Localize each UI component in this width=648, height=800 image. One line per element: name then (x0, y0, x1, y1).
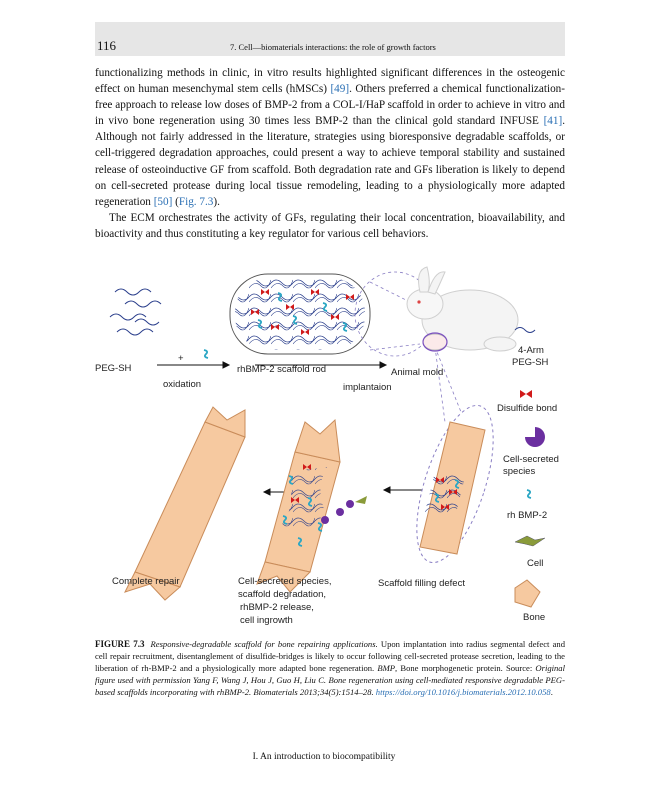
caption-text-1: Upon implantation into radius segmental defect and cell repair recruitment, disentanglement of disulfide-bridges is likely to occur following cell-secreted protease secretion, leading to the liberation of rh-BMP-2 and a physiologically more adapted bone regeneration. (95, 639, 565, 673)
legend-cell-secreted-line1: Cell-secreted (503, 454, 559, 465)
rabbit-illustration (407, 267, 518, 351)
complete-repair-bone (125, 407, 245, 600)
caption-abbr-bmp: BMP (377, 663, 396, 673)
paragraph-2: The ECM orchestrates the activity of GFs, regulating their local concentration, bioavailability, and bioactivity and thus constituting a key regulator for various cell behaviors. (95, 212, 565, 241)
page-footer: I. An introduction to biocompatibility (252, 752, 396, 762)
label-peg-sh: PEG-SH (95, 363, 132, 374)
paragraph-1 (95, 65, 565, 210)
legend-4arm-line2: PEG-SH (512, 357, 549, 368)
label-plus: + (178, 353, 184, 364)
caption-text-2: , Bone morphogenetic protein. Source: (395, 663, 536, 673)
peg-sh-strands (110, 289, 161, 335)
citation-41[interactable]: [41] (543, 115, 563, 128)
p1-text-c: . Although not fairly addressed in the literature, strategies using bioresponsive degradable scaffolds, or cell-triggered degradation approaches, could present a way to achieve temporal stability and sustained release of osteoinductive GF from scaffold. Both degradation rate and GFs liberation is likely to depend on cell-secreted protease during local tissue remodeling, leading to a physiologically more adapted regeneration (95, 115, 565, 208)
label-scaffold-rod: rhBMP-2 scaffold rod (237, 364, 327, 375)
label-step-line2: scaffold degradation, (238, 589, 327, 600)
caption-end: . (550, 687, 553, 697)
legend-rhbmp: rh BMP-2 (507, 510, 548, 521)
healing-bone (257, 420, 367, 592)
citation-49[interactable]: [49] (330, 83, 350, 96)
legend-bone: Bone (523, 612, 546, 623)
figure-7-3 (95, 262, 570, 634)
legend-disulfide: Disulfide bond (497, 403, 558, 414)
legend-cell-secreted-line2: species (503, 466, 536, 477)
label-step-line4: cell ingrowth (240, 615, 293, 626)
figure-reference[interactable]: Fig. 7.3 (178, 195, 214, 208)
p1-text-a: functionalizing methods in clinic, in vitro results highlighted significant differences in the osteogenic effect on human mesenchymal stem cells (hMSCs) (95, 67, 565, 96)
figure-caption (95, 638, 565, 698)
caption-source: Original figure used with permission Yang F, Wang J, Hou J, Guo H, Liu C. Bone regeneration using cell-mediated responsive degradable PEG-based scaffolds incorporating with rhBMP-2. Biomaterials 2013;34(5):1514–28. (95, 663, 565, 697)
caption-doi-link[interactable]: https://doi.org/10.1016/j.biomaterials.2012.10.058 (375, 687, 551, 697)
label-animal-mold: Animal mold (391, 367, 444, 378)
label-oxidation: oxidation (163, 379, 202, 390)
label-step-line1: Cell-secreted species, (238, 576, 332, 587)
running-head: 7. Cell—biomaterials interactions: the role of growth factors (230, 42, 436, 52)
scaffold-rod (230, 274, 370, 354)
citation-50[interactable]: [50] (153, 195, 173, 208)
label-scaffold-filling: Scaffold filling defect (378, 578, 465, 589)
p1-text-b: . Others preferred a chemical functionalization-free approach to release low doses of BMP-2 from a COL-I/HaP scaffold in order to achieve in vitro and in vivo bone regeneration using 30 times less BMP-2 than the clinical gold standard INFUSE (95, 83, 565, 128)
p1-text-e: ). (213, 195, 220, 208)
p1-text-d: ( (172, 195, 179, 208)
legend-4arm-line1: 4-Arm (518, 345, 544, 356)
scaffold-filling-bone (401, 397, 509, 572)
page-number: 116 (97, 38, 117, 53)
legend-cell: Cell (527, 558, 544, 569)
caption-figure-number: FIGURE 7.3 (95, 639, 145, 649)
label-step-line3: rhBMP-2 release, (240, 602, 314, 613)
label-implantation: implantaion (343, 382, 392, 393)
caption-title: Responsive-degradable scaffold for bone repairing applications. (150, 639, 378, 649)
label-complete-repair: Complete repair (112, 576, 180, 587)
